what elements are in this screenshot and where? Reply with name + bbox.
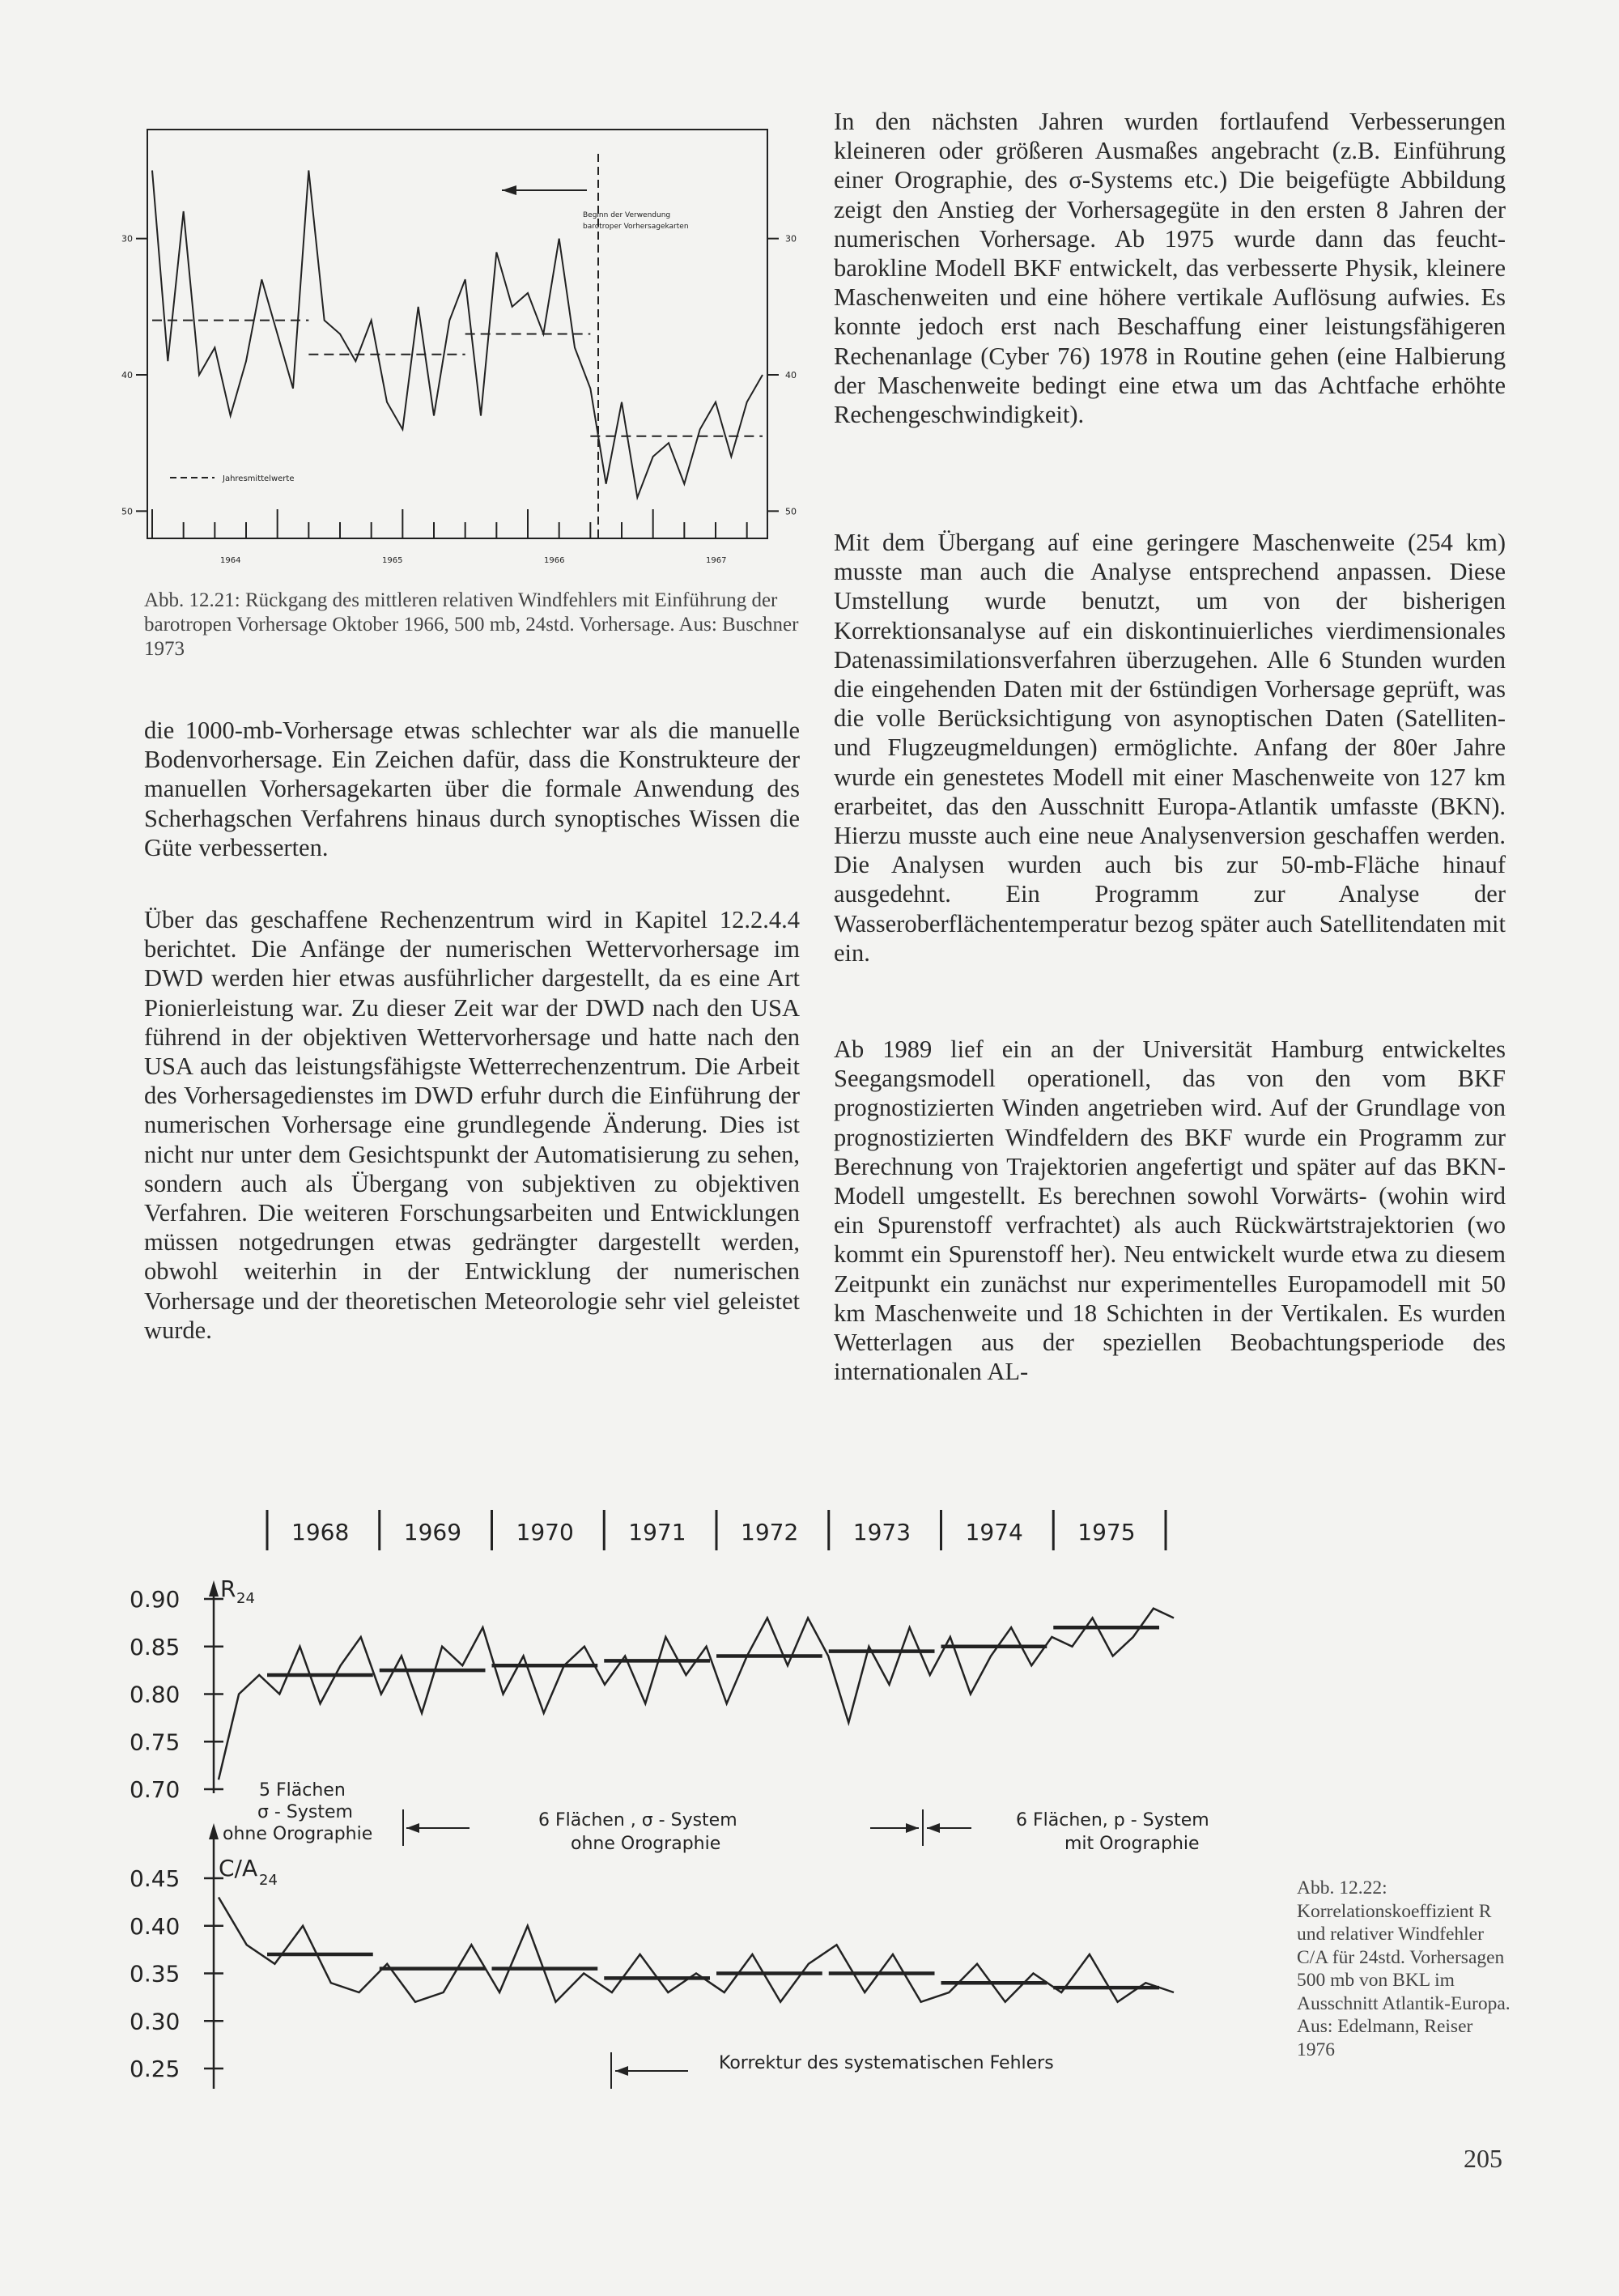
figure-1-caption: Abb. 12.21: Rückgang des mittleren relativen Windfehlers mit Einführung der barotropen Vorhersage Oktober 1966, 500 mb, 24std. Vorhersage. Aus: Buschner 1973	[144, 589, 799, 660]
right-paragraph-1: In den nächsten Jahren wurden fortlaufend Verbesserungen kleineren oder größeren Ausmaßes angebracht (z.B. Einführung einer Orographie, des σ-Systems etc.) Die beigefügte Abbildung zeigt den Anstieg der Vorhersagegüte in den ersten 8 Jahren der numerischen Vorhersage. Ab 1975 wurde dann das feucht-barokline Modell BKF entwickelt, das verbesserte Physik, kleinere Maschenweiten und eine höhere vertikale Auflösung aufwies. Es konnte jedoch erst nach Beschaffung einer leistungsfähigeren Rechenanlage (Cyber 76) 1978 in Routine gehen (eine Halbierung der Maschenweite bedingt eine etwa um das Achtfache erhöhte Rechengeschwindigkeit).	[834, 108, 1506, 429]
annotation-line1: Beginn der Verwendung	[583, 211, 671, 219]
ca24-tick-label: 0.35	[130, 1960, 181, 1988]
r24-series	[219, 1609, 1174, 1780]
note3-line1: 6 Flächen, p - System	[1016, 1810, 1209, 1830]
annotation-line2: barotroper Vorhersagekarten	[583, 223, 689, 231]
ca24-tick-label: 0.45	[130, 1865, 181, 1892]
year-label: 1973	[852, 1519, 911, 1546]
wind-error-series	[152, 171, 763, 498]
y-tick-label-right: 50	[785, 506, 797, 517]
year-label: 1968	[291, 1519, 350, 1546]
year-label: 1971	[628, 1519, 686, 1546]
x-tick-label: 1966	[544, 556, 565, 565]
r24-tick-label: 0.85	[130, 1633, 181, 1660]
r24-subscript: 24	[236, 1590, 255, 1607]
x-axis-ticks	[152, 509, 747, 565]
note-korrektur	[611, 2052, 1054, 2089]
right-paragraph-3: Ab 1989 lief ein an der Universität Hamburg entwickeltes Seegangsmodell operationell, das von den vom BKF prognostizierten Winden angetrieben wird. Auf der Grundlage von prognostizierten Windfeldern des BKF wurde ein Programm zur Berechnung von Trajektorien angefertigt und später auf das BKN-Modell umgestellt. Es berechnen sowohl Vorwärts- (wohin wird ein Spurenstoff verfrachtet) als auch Rückwärtstrajektorien (wo kommt ein Spurenstoff her). Neu entwickelt wurde etwa zu diesem Zeitpunkt ein zunächst nur experimentelles Europamodell mit 50 km Maschenweite und 18 Schichten in der Vertikalen. Es wurden Wetterlagen aus der speziellen Beobachtungsperiode des internationalen AL-	[834, 1035, 1506, 1386]
y-tick-label-left: 40	[121, 370, 133, 381]
right-paragraph-2: Mit dem Übergang auf eine geringere Maschenweite (254 km) musste man auch die Analyse entsprechend anpassen. Diese Umstellung wurde benutzt, um von der bisherigen Korrektionsanalyse auf ein diskontinuierliches vierdimensionales Datenassimilationsverfahren überzugehen. Alle 6 Stunden wurden die eingehenden Daten mit der 6stündigen Vorhersage geprüft, was die volle Berücksichtigung von asynoptischen Daten (Satelliten- und Flugzeugmeldungen) ermöglichte. Anfang der 80er Jahre wurde ein genestetes Modell mit einer Maschenweite von 127 km erarbeitet, das den Ausschnitt Europa-Atlantik umfasste (BKN). Hierzu musste auch eine neue Analysenversion geschaffen werden. Die Analysen wurden auch bis zur 50-mb-Fläche hinauf ausgedehnt. Ein Programm zur Analyse der Wasseroberflächentemperatur bezog später auch Satellitendaten mit ein.	[834, 529, 1506, 967]
y-tick-label-right: 30	[785, 233, 797, 244]
x-tick-label: 1965	[382, 556, 403, 565]
note-6-flaechen-sigma	[538, 1810, 737, 1854]
year-label: 1972	[741, 1519, 799, 1546]
ca24-label: C/A	[219, 1855, 258, 1881]
note2-line1: 6 Flächen , σ - System	[538, 1810, 737, 1830]
note-6-flaechen-p	[870, 1809, 1209, 1854]
figure-wind-error-chart	[113, 121, 797, 575]
wind-error-line	[152, 171, 763, 498]
y-tick-label-left: 30	[121, 233, 133, 244]
year-label: 1974	[965, 1519, 1023, 1546]
r24-tick-label: 0.70	[130, 1776, 181, 1803]
year-label: 1969	[403, 1519, 462, 1546]
year-label: 1970	[516, 1519, 574, 1546]
annotation-arrow	[502, 185, 587, 195]
note1-line1: 5 Flächen	[259, 1780, 346, 1801]
ca24-series	[219, 1898, 1174, 2002]
r24-tick-label: 0.75	[130, 1728, 181, 1756]
ca24-tick-label: 0.30	[130, 2008, 181, 2035]
x-tick-label: 1964	[220, 556, 241, 565]
ca24-line	[219, 1898, 1174, 2002]
y-tick-label-right: 40	[785, 370, 797, 381]
r24-tick-label: 0.80	[130, 1681, 181, 1708]
r24-ticks	[130, 1586, 223, 1803]
r24-label: R	[220, 1575, 236, 1602]
r24-line	[219, 1609, 1174, 1780]
note1-line2: σ - System	[257, 1802, 353, 1822]
year-header	[267, 1510, 1166, 1550]
note3-line2: mit Orographie	[1064, 1834, 1200, 1854]
note1-line3: ohne Orographie	[223, 1824, 373, 1844]
page-number: 205	[1464, 2144, 1502, 2173]
y-tick-label-left: 50	[121, 506, 133, 517]
legend-label: Jahresmittelwerte	[223, 474, 295, 483]
ca24-tick-label: 0.40	[130, 1912, 181, 1940]
figure-correlation-chart	[113, 1490, 1247, 2105]
annual-mean-lines	[152, 321, 763, 436]
figure-2-caption: Abb. 12.22: Korrelationskoeffizient R und relativer Windfehler C/A für 24std. Vorhersagen 500 mb von BKL im Ausschnitt Atlantik-Europa. Aus: Edelmann, Reiser 1976	[1297, 1877, 1511, 2060]
left-paragraph-1: die 1000-mb-Vorhersage etwas schlechter war als die manuelle Bodenvorhersage. Ein Zeichen dafür, dass die Konstrukteure der manuellen Vorhersagekarten über die formale Anwendung des Scherhagschen Verfahrens hinaus durch synoptisches Wissen die Güte verbesserten.	[144, 716, 800, 861]
ca24-ticks	[130, 1865, 223, 2082]
r24-tick-label: 0.90	[130, 1586, 181, 1613]
legend	[170, 474, 294, 483]
note2-line2: ohne Orographie	[571, 1834, 721, 1854]
ca24-tick-label: 0.25	[130, 2056, 181, 2082]
left-paragraph-2: Über das geschaffene Rechenzentrum wird in Kapitel 12.2.4.4 berichtet. Die Anfänge der numerischen Wettervorhersage im DWD werden hier etwas ausführlicher dargestellt, da es eine Art Pionierleistung war. Zu dieser Zeit war der DWD nach den USA führend in der objektiven Wettervorhersage und hatte nach den USA auch das leistungsfähigste Wetterrechenzentrum. Die Arbeit des Vorhersagedienstes im DWD erfuhr durch die Einführung der numerischen Vorhersage eine grundlegende Änderung. Dies ist nicht nur unter dem Gesichtspunkt der Automatisierung zu sehen, sondern auch als Übergang von subjektiven zu objektiven Verfahren. Die weiteren Forschungsarbeiten und Entwicklungen müssen notgedrungen etwas gedrängter dargestellt werden, obwohl weiterhin in der Entwicklung der numerischen Vorhersage und der theoretischen Meteorologie sehr viel geleistet wurde.	[144, 906, 800, 1344]
note4-text: Korrektur des systematischen Fehlers	[719, 2053, 1054, 2073]
x-tick-label: 1967	[706, 556, 727, 565]
note-5-flaechen	[223, 1780, 470, 1846]
ca24-subscript: 24	[259, 1872, 278, 1889]
year-label: 1975	[1077, 1519, 1136, 1546]
